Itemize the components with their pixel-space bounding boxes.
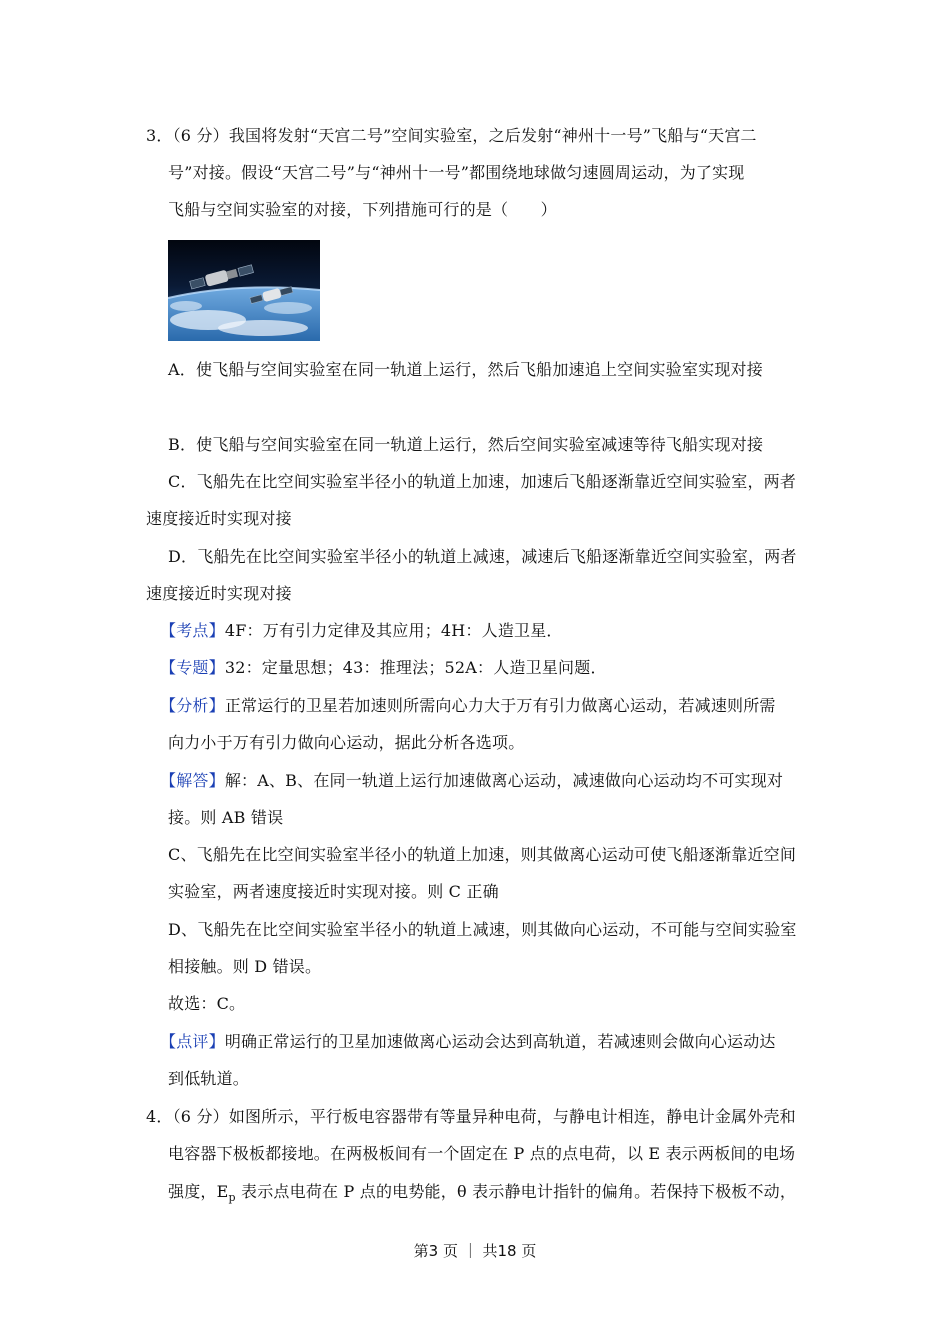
q3-stem-line3: 飞船与空间实验室的对接，下列措施可行的是（ ） [168,200,557,219]
zhuanti-text: 32：定量思想；43：推理法；52A：人造卫星问题． [224,658,607,677]
jieda-text-line3: C、飞船先在比空间实验室半径小的轨道上加速，则其做离心运动可使飞船逐渐靠近空间 [168,845,797,864]
jieda-text-line6: 相接触。则 D 错误。 [168,957,322,976]
q4-stem-line3-part2: 表示点电荷在 P 点的电势能，θ 表示静电计指针的偏角。若保持下极板不动， [235,1182,797,1201]
dianping-section [160,1031,776,1053]
jieda-tag: 【解答】 [160,771,225,790]
jieda-text-line5: D、飞船先在比空间实验室半径小的轨道上减速，则其做向心运动，不可能与空间实验室 [168,920,797,939]
q3-stem-line2: 号”对接。假设“天宫二号”与“神州十一号”都围绕地球做匀速圆周运动，为了实现 [168,163,745,182]
zhuanti-section [160,657,607,679]
dianping-text-line2: 到低轨道。 [168,1069,250,1088]
kaodian-tag: 【考点】 [160,621,225,640]
kaodian-section [160,620,563,642]
fenxi-text-line1: 正常运行的卫星若加速则所需向心力大于万有引力做离心运动，若减速则所需 [224,696,776,715]
q4-ep-subscript: p [228,1191,236,1205]
q4-stem-line3 [168,1181,796,1209]
jieda-text-line1: 解：A、B、在同一轨道上运行加速做离心运动，减速做向心运动均不可实现对 [224,771,784,790]
q3-option-c-line1: C．飞船先在比空间实验室半径小的轨道上加速，加速后飞船逐渐靠近空间实验室，两者 [168,472,797,491]
dianping-text-line1: 明确正常运行的卫星加速做离心运动会达到高轨道，若减速则会做向心运动达 [224,1032,776,1051]
q3-option-c-line2: 速度接近时实现对接 [146,509,292,528]
fenxi-text-line2: 向力小于万有引力做向心运动，据此分析各选项。 [168,733,525,752]
jieda-text-line4: 实验室，两者速度接近时实现对接。则 C 正确 [168,882,499,901]
q3-option-b: B．使飞船与空间实验室在同一轨道上运行，然后空间实验室减速等待飞船实现对接 [168,435,764,454]
jieda-section [160,770,783,792]
q4-stem-line1: 4．（6 分）如图所示，平行板电容器带有等量异种电荷，与静电计相连，静电计金属外壳和 [146,1107,796,1126]
kaodian-text: 4F：万有引力定律及其应用；4H：人造卫星． [224,621,563,640]
q3-stem-line1: 3．（6 分）我国将发射“天宫二号”空间实验室，之后发射“神州十一号”飞船与“天宫二 [146,126,757,145]
q4-stem-line2: 电容器下极板都接地。在两极板间有一个固定在 P 点的点电荷，以 E 表示两板间的电场 [168,1144,796,1163]
space-station-docking-image [168,240,320,341]
jieda-text-line2: 接。则 AB 错误 [168,808,284,827]
zhuanti-tag: 【专题】 [160,658,225,677]
q3-option-d-line1: D．飞船先在比空间实验室半径小的轨道上减速，减速后飞船逐渐靠近空间实验室，两者 [168,547,797,566]
dianping-tag: 【点评】 [160,1032,225,1051]
q4-stem-line3-part1: 强度，E [168,1182,229,1201]
q3-option-d-line2: 速度接近时实现对接 [146,584,292,603]
fenxi-section [160,695,776,717]
page-footer: 第3 页 ｜ 共18 页 [413,1242,537,1260]
q3-option-a: A．使飞船与空间实验室在同一轨道上运行，然后飞船加速追上空间实验室实现对接 [168,360,763,379]
fenxi-tag: 【分析】 [160,696,225,715]
jieda-text-line7: 故选：C。 [168,994,246,1013]
